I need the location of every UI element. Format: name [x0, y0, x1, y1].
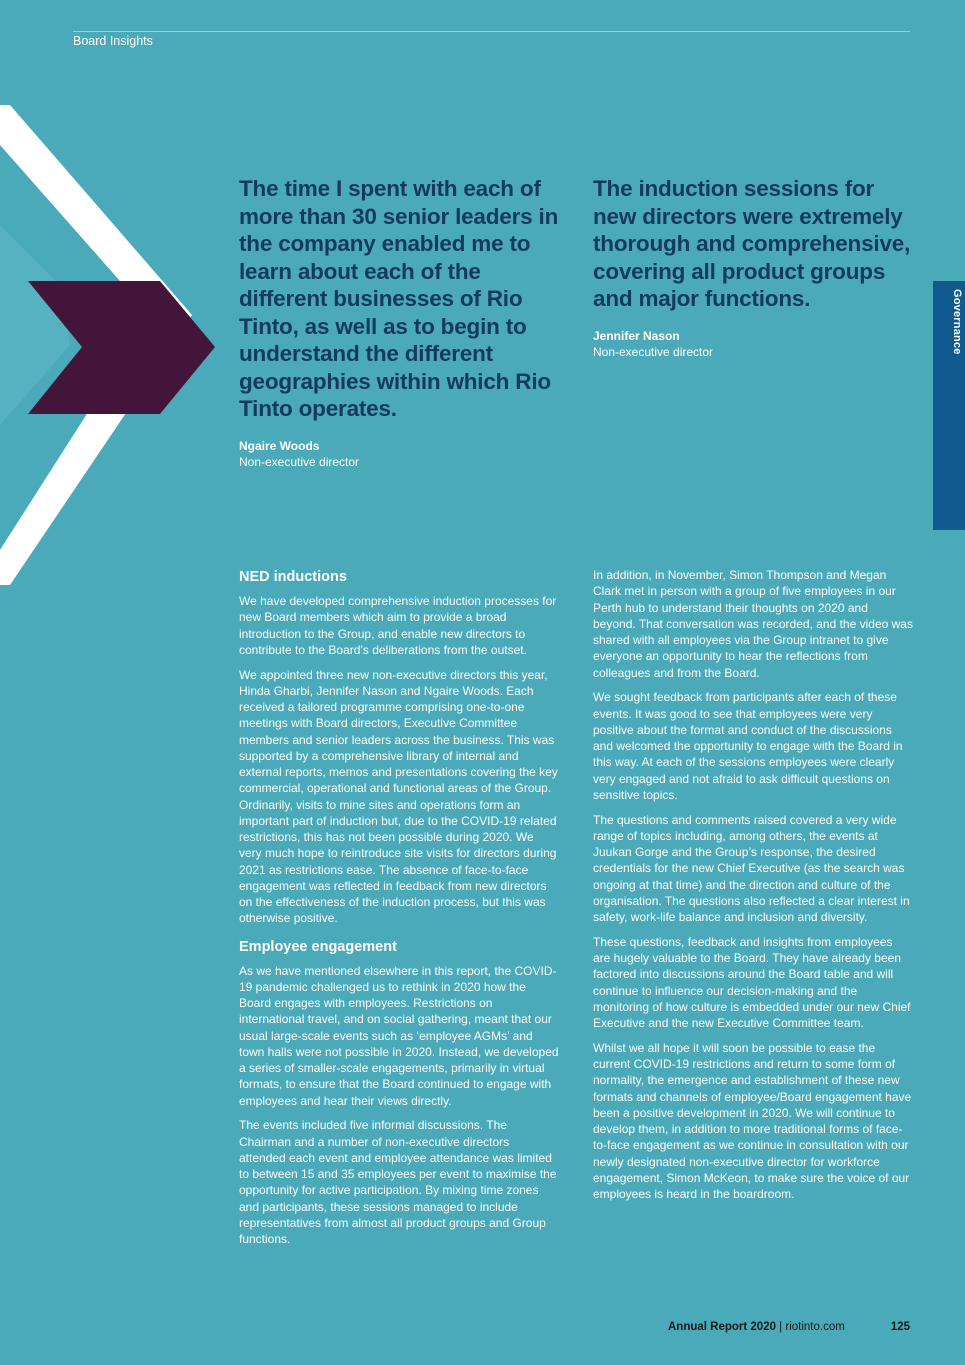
paragraph: Whilst we all hope it will soon be possible to ease the current COVID-19 restrictions and return to some form of normality, the emergence and establishment of these new formats and channels of employee/Board engagement have been a positive development in 2020. We will continue to develop them, in addition to more traditional forms of face-to-face engagement as we continue in consultation with our newly designated non-executive director for workforce engagement, Simon McKeon, to make sure the voice of our employees is heard in the boardroom.: [593, 1040, 912, 1201]
quote-author-name: Jennifer Nason: [593, 328, 680, 343]
footer-site-link[interactable]: riotinto.com: [785, 1321, 845, 1333]
quote-text: The time I spent with each of more than 30 senior leaders in the company enabled me to learn about each of the different businesses of Rio Tinto, as well as to begin to understand the different geographies within which Rio Tinto operates.: [239, 176, 559, 421]
paragraph: In addition, in November, Simon Thompson and Megan Clark met in person with a group of five employees in our Perth hub to understand their thoughts on 2020 and beyond. That conversation was recorded, and the video was shared with all employees via the Group intranet to give everyone an opportunity to hear the reflections from colleagues and from the Board.: [593, 568, 913, 680]
ned-inductions-heading: NED inductions: [239, 569, 347, 585]
quote-author-name: Ngaire Woods: [239, 438, 320, 453]
section-label: Board Insights: [73, 34, 153, 48]
header-rule: [73, 31, 910, 32]
paragraph: The events included five informal discussions. The Chairman and a number of non-executive directors attended each event and employee attendance was limited to between 15 and 35 employees per event to maximise the opportunity for active participation. By mixing time zones and participants, these sessions managed to include representatives from almost all product groups and Group functions.: [239, 1118, 557, 1246]
footer-report-title: Annual Report 2020: [667, 1321, 776, 1333]
chevron-graphic: [0, 95, 260, 595]
page-number: 125: [890, 1321, 910, 1333]
pull-quote-1: [239, 175, 569, 470]
quote-text: The induction sessions for new directors were extremely thorough and comprehensive, covering all product groups and major functions.: [593, 176, 911, 311]
page-footer: [668, 1321, 910, 1333]
employee-engagement-heading: Employee engagement: [239, 938, 397, 955]
side-tab-governance[interactable]: [933, 281, 965, 530]
quote-author-role: Non-executive director: [239, 454, 360, 469]
paragraph: We have developed comprehensive induction processes for new Board members which aim to provide a broad introduction to the Group, and enable new directors to contribute to the Board’s deliberations from the outset.: [239, 594, 557, 657]
paragraph: We sought feedback from participants after each of these events. It was good to see that employees were very positive about the format and conduct of the discussions and welcomed the opportunity to engage with the Board in this way. At each of the sessions employees were clearly very engaged and not afraid to ask difficult questions on sensitive topics.: [593, 690, 903, 802]
right-text-column: [593, 567, 913, 1211]
left-text-column: [239, 567, 559, 1256]
paragraph: As we have mentioned elsewhere in this report, the COVID-19 pandemic challenged us to rethink in 2020 how the Board engages with employees. Restrictions on international travel, and on social gathering, meant that our usual large-scale events such as ‘employee AGMs’ and town halls were not possible in 2020. Instead, we developed a series of smaller-scale engagements, primarily in virtual formats, to ensure that the Board continued to engage with employees and hear their views directly.: [239, 963, 559, 1108]
paragraph: We appointed three new non-executive directors this year, Hinda Gharbi, Jennifer Nason and Ngaire Woods. Each received a tailored programme comprising one-to-one meetings with Board directors, Executive Committee members and senior leaders across the business. This was supported by a comprehensive library of internal and external reports, memos and presentations covering the key commercial, operational and functional areas of the Group. Ordinarily, visits to mine sites and operations form an important part of induction but, due to the COVID-19 related restrictions, this has not been possible during 2020. We very much hope to reintroduce site visits for directors during 2021 as restrictions ease. The absence of face-to-face engagement was reflected in feedback from new directors on the effectiveness of the induction process, but this was otherwise positive.: [239, 667, 558, 926]
footer-separator: |: [775, 1321, 786, 1333]
pull-quote-2: [593, 175, 923, 360]
side-tab-label: Governance: [951, 289, 963, 355]
paragraph: The questions and comments raised covered a very wide range of topics including, among others, the events at Juukan Gorge and the Group’s response, the desired credentials for the new Chief Executive (as the search was ongoing at that time) and the direction and culture of the organisation. The questions also reflected a clear interest in safety, work-life balance and inclusion and diversity.: [593, 812, 910, 924]
quote-author-role: Non-executive director: [593, 344, 714, 359]
paragraph: These questions, feedback and insights from employees are hugely valuable to the Board. They have already been factored into discussions around the Board table and will continue to influence our decision-making and the monitoring of how culture is embedded under our new Chief Executive and the new Executive Committee team.: [593, 934, 911, 1030]
